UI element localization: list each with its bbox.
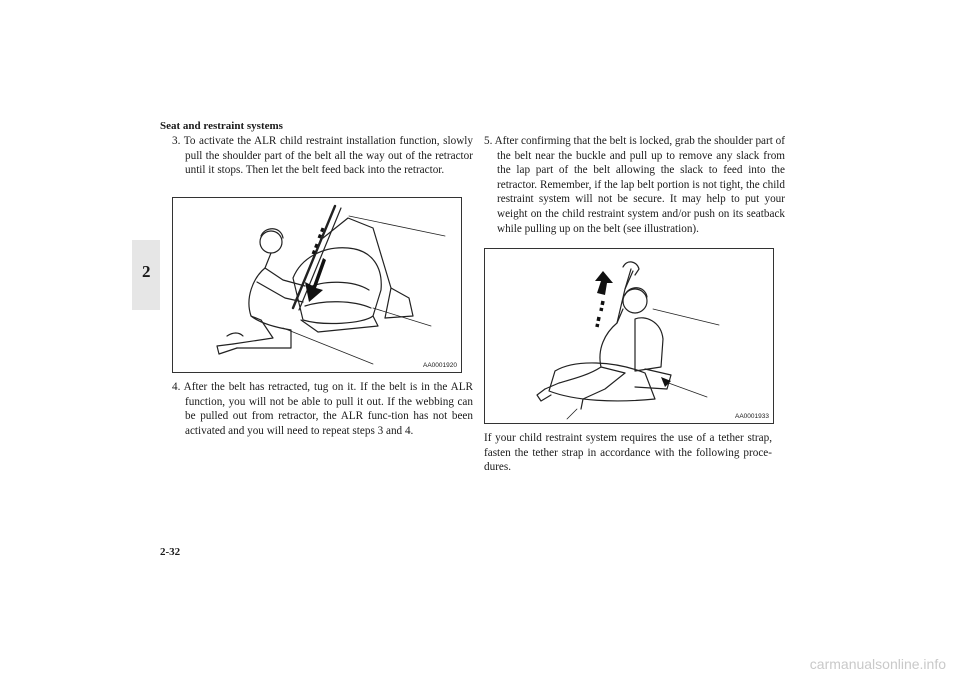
tether-strap-note: If your child restraint system requires the use of a tether strap, fasten the tether strap in accordance with the following proce-dures. (484, 432, 772, 474)
chapter-number: 2 (142, 262, 151, 281)
watermark-link[interactable]: carmanualsonline.info (809, 656, 946, 672)
step-5-text: 5. After confirming that the belt is locked, grab the shoulder part of the belt near the buckle and pull up to remove any slack from the lap part of the belt allowing the slack to feed into the retractor. Remember, if the lap belt portion is not tight, the child restraint system will not be secure. It may help to put your weight on the child restraint system and/or push on its seatback while pulling up on the belt (see illustration). (484, 135, 785, 235)
figure-remove-slack (484, 248, 774, 424)
push-seatback-illustration (485, 249, 773, 423)
step-4-text: 4. After the belt has retracted, tug on it. If the belt is in the ALR function, you will not be able to pull it out. If the webbing can be pulled out from retractor, the ALR func-tion has not been activated and you will need to repeat steps 3 and 4. (172, 381, 473, 437)
step-3-text: 3. To activate the ALR child restraint installation function, slowly pull the shoulder part of the belt all the way out of the retractor until it stops. Then let the belt feed back into the retractor. (172, 135, 473, 177)
figure-code-2: AA0001933 (735, 413, 769, 420)
belt-pull-illustration (173, 198, 461, 372)
figure-alr-activation (172, 197, 462, 373)
page-number: 2-32 (160, 546, 181, 558)
section-header: Seat and restraint systems (160, 120, 283, 132)
figure-code-1: AA0001920 (423, 362, 457, 369)
